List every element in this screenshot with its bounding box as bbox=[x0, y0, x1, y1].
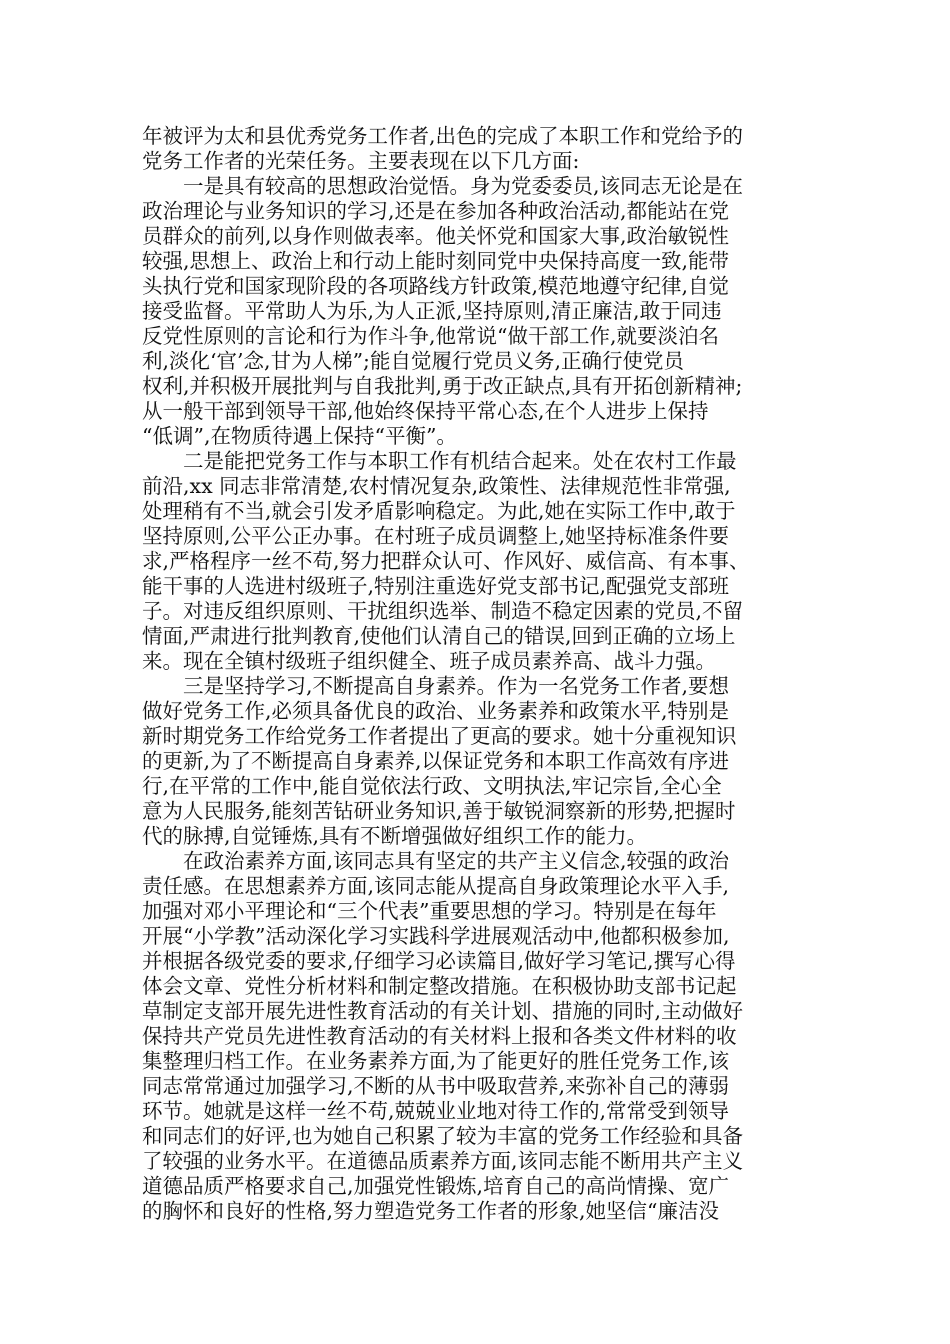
text-line: 做好党务工作,必须具备优良的政治、业务素养和政策水平,特别是 bbox=[142, 699, 730, 723]
text-line: 的更新,为了不断提高自身素养,以保证党务和本职工作高效有序进 bbox=[142, 749, 730, 773]
text-line: 意为人民服务,能刻苦钻研业务知识,善于敏锐洞察新的形势,把握时 bbox=[142, 799, 736, 823]
paragraph-3-start: 三是坚持学习,不断提高自身素养。作为一名党务工作者,要想 bbox=[142, 674, 730, 698]
text-line: 求,严格程序一丝不苟,努力把群众认可、作风好、威信高、有本事、 bbox=[142, 549, 750, 573]
document-body bbox=[142, 124, 812, 1224]
text-line: 代的脉搏,自觉锤炼,具有不断增强做好组织工作的能力。 bbox=[142, 824, 648, 848]
text-line: 员群众的前列,以身作则做表率。他关怀党和国家大事,政治敏锐性 bbox=[142, 224, 730, 248]
text-line: 政治理论与业务知识的学习,还是在参加各种政治活动,都能站在党 bbox=[142, 199, 730, 223]
text-line: 开展“小学教”活动深化学习实践科学进展观活动中,他都积极参加, bbox=[142, 924, 730, 948]
text-line: 接受监督。平常助人为乐,为人正派,坚持原则,清正廉洁,敢于同违 bbox=[142, 299, 722, 323]
text-line: 体会文章、党性分析材料和制定整改措施。在积极协助支部书记起 bbox=[142, 974, 737, 998]
text-line: 保持共产党员先进性教育活动的有关材料上报和各类文件材料的收 bbox=[142, 1024, 737, 1048]
text-line: 处理稍有不当,就会引发矛盾影响稳定。为此,她在实际工作中,敢于 bbox=[142, 499, 736, 523]
text-line: 并根据各级党委的要求,仔细学习必读篇目,做好学习笔记,撰写心得 bbox=[142, 949, 736, 973]
text-line: 能干事的人选进村级班子,特别注重选好党支部书记,配强党支部班 bbox=[142, 574, 730, 598]
text-line: 前沿,xx 同志非常清楚,农村情况复杂,政策性、法律规范性非常强, bbox=[142, 474, 731, 498]
text-line: 环节。她就是这样一丝不苟,兢兢业业地对待工作的,常常受到领导 bbox=[142, 1099, 730, 1123]
text-line: “低调”,在物质待遇上保持“平衡”。 bbox=[142, 424, 457, 448]
text-line: 了较强的业务水平。在道德品质素养方面,该同志能不断用共产主义 bbox=[142, 1149, 744, 1173]
text-line: 头执行党和国家现阶段的各项路线方针政策,模范地遵守纪律,自觉 bbox=[142, 274, 730, 298]
text-line: 集整理归档工作。在业务素养方面,为了能更好的胜任党务工作,该 bbox=[142, 1049, 730, 1073]
text-line: 子。对违反组织原则、干扰组织选举、制造不稳定因素的党员,不留 bbox=[142, 599, 744, 623]
paragraph-4-start: 在政治素养方面,该同志具有坚定的共产主义信念,较强的政治 bbox=[142, 849, 730, 873]
text-line: 权利,并积极开展批判与自我批判,勇于改正缺点,具有开拓创新精神; bbox=[142, 374, 743, 398]
text-line: 新时期党务工作给党务工作者提出了更高的要求。她十分重视知识 bbox=[142, 724, 737, 748]
text-line: 从一般干部到领导干部,他始终保持平常心态,在个人进步上保持 bbox=[142, 399, 709, 423]
text-line: 较强,思想上、政治上和行动上能时刻同党中央保持高度一致,能带 bbox=[142, 249, 730, 273]
text-line: 加强对邓小平理论和“三个代表”重要思想的学习。特别是在每年 bbox=[142, 899, 717, 923]
paragraph-2-start: 二是能把党务工作与本职工作有机结合起来。处在农村工作最 bbox=[142, 449, 737, 473]
text-line: 来。现在全镇村级班子组织健全、班子成员素养高、战斗力强。 bbox=[142, 649, 716, 673]
text-line: 草制定支部开展先进性教育活动的有关计划、措施的同时,主动做好 bbox=[142, 999, 744, 1023]
text-line: 利,淡化‘官’念,甘为人梯”;能自觉履行党员义务,正确行使党员 bbox=[142, 349, 684, 373]
text-line: 年被评为太和县优秀党务工作者,出色的完成了本职工作和党给予的 bbox=[142, 124, 744, 148]
text-line: 坚持原则,公平公正办事。在村班子成员调整上,她坚持标准条件要 bbox=[142, 524, 730, 548]
text-line: 道德品质严格要求自己,加强党性锻炼,培育自己的高尚情操、宽广 bbox=[142, 1174, 730, 1198]
text-line: 党务工作者的光荣任务。主要表现在以下几方面: bbox=[142, 149, 580, 173]
paragraph-1-start: 一是具有较高的思想政治觉悟。身为党委委员,该同志无论是在 bbox=[142, 174, 744, 198]
text-line: 情面,严肃进行批判教育,使他们认清自己的错误,回到正确的立场上 bbox=[142, 624, 736, 648]
text-line: 和同志们的好评,也为她自己积累了较为丰富的党务工作经验和具备 bbox=[142, 1124, 744, 1148]
text-line: 反党性原则的言论和行为作斗争,他常说“做干部工作,就要淡泊名 bbox=[142, 324, 720, 348]
text-line: 的胸怀和良好的性格,努力塑造党务工作者的形象,她坚信“廉洁没 bbox=[142, 1199, 720, 1223]
text-line: 责任感。在思想素养方面,该同志能从提高自身政策理论水平入手, bbox=[142, 874, 730, 898]
text-line: 同志常常通过加强学习,不断的从书中吸取营养,来弥补自己的薄弱 bbox=[142, 1074, 730, 1098]
text-line: 行,在平常的工作中,能自觉依法行政、文明执法,牢记宗旨,全心全 bbox=[142, 774, 722, 798]
